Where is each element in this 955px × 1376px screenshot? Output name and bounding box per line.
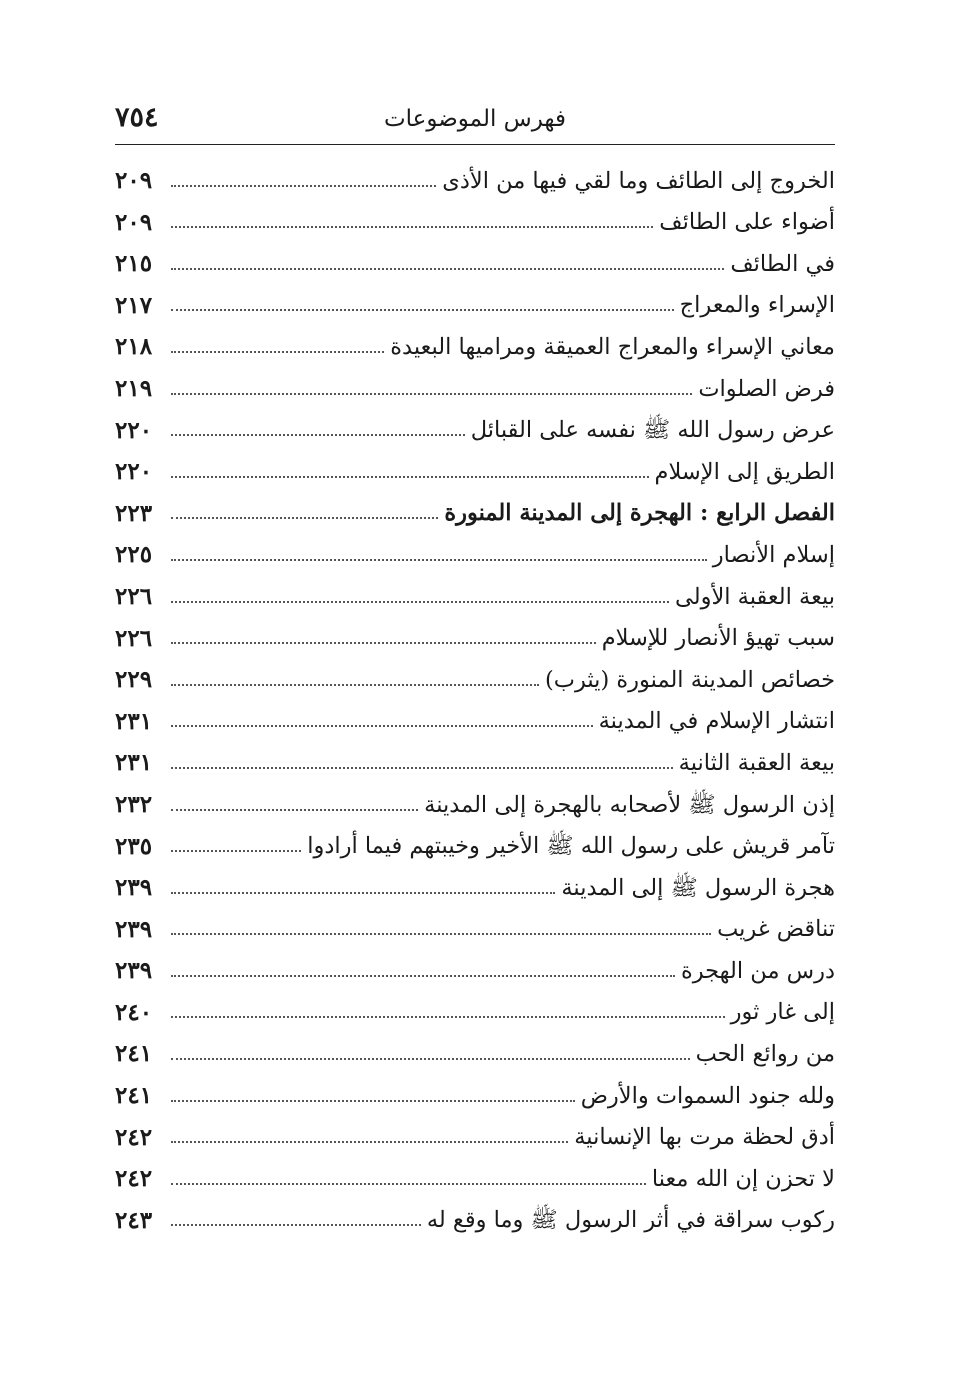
dot-leader [171,393,692,395]
toc-entry [115,777,835,819]
toc-entry [115,319,835,361]
running-title: فهرس الموضوعات [383,106,567,132]
toc-entry [115,1193,835,1235]
toc-entry-page: ٢٢٣ [115,499,153,527]
toc-entry [115,1110,835,1152]
dot-leader [171,1100,575,1102]
dot-leader [171,1141,568,1143]
toc-entry [115,236,835,278]
dot-leader [171,684,539,686]
dot-leader [171,933,711,935]
toc-entry-page: ٢٤٣ [115,1206,153,1234]
dot-leader [171,1183,646,1185]
dot-leader [171,309,674,311]
toc-entry [115,1151,835,1193]
dot-leader [171,1224,421,1226]
toc-entry-page: ٢١٥ [115,250,153,278]
toc-entry [115,1068,835,1110]
toc-entry-title: الإسراء والمعراج [679,292,835,319]
toc-entry-title: أضواء على الطائف [659,209,835,236]
table-of-contents [115,145,835,1234]
toc-entry-page: ٢٣٩ [115,874,153,902]
toc-entry [115,860,835,902]
dot-leader [171,476,649,478]
toc-entry-page: ٢١٩ [115,374,153,402]
toc-entry-title: تناقض غريب [717,916,835,943]
toc-entry-title: خصائص المدينة المنورة (يثرب) [545,666,835,693]
toc-entry-title: انتشار الإسلام في المدينة [598,708,835,735]
toc-entry-title: لا تحزن إن الله معنا [651,1165,835,1192]
toc-entry [115,735,835,777]
toc-entry-page: ٢٢٦ [115,624,153,652]
toc-entry [115,819,835,861]
toc-entry-title: الفصل الرابع : الهجرة إلى المدينة المنورة [444,500,835,527]
dot-leader [171,850,301,852]
toc-entry-page: ٢٠٩ [115,167,153,194]
toc-entry [115,902,835,944]
toc-entry-title: في الطائف [730,250,835,277]
toc-entry-title: تآمر قريش على رسول الله ﷺ الأخير وخيبتهم فيما أرادوا [307,833,835,860]
toc-entry [115,403,835,445]
toc-entry-title: سبب تهيؤ الأنصار للإسلام [601,625,835,652]
toc-entry-title: إذن الرسول ﷺ لأصحابه بالهجرة إلى المدينة [424,791,835,818]
dot-leader [171,1058,690,1060]
toc-entry-page: ٢١٧ [115,291,153,319]
page-number: ٧٥٤ [115,102,159,133]
toc-entry-page: ٢٤١ [115,1040,153,1068]
toc-entry-title: هجرة الرسول ﷺ إلى المدينة [561,874,835,901]
toc-entry-title: فرض الصلوات [698,375,835,402]
toc-entry-title: معاني الإسراء والمعراج العميقة ومراميها البعيدة [390,333,835,360]
toc-entry-title: الطريق إلى الإسلام [654,458,835,485]
dot-leader [171,642,596,644]
toc-entry-page: ٢٣١ [115,707,153,735]
toc-entry [115,569,835,611]
toc-entry-page: ٢٤٠ [115,998,153,1026]
toc-entry-page: ٢٣٥ [115,832,153,860]
toc-entry-title: ركوب سراقة في أثر الرسول ﷺ وما وقع له [426,1207,835,1234]
toc-entry [115,361,835,403]
toc-entry-title: عرض رسول الله ﷺ نفسه على القبائل [470,417,835,444]
toc-entry-title: بيعة العقبة الأولى [674,583,835,610]
toc-entry [115,527,835,569]
toc-entry [115,985,835,1027]
toc-entry-title: من روائع الحب [695,1041,835,1068]
toc-entry-page: ٢٤٢ [115,1123,153,1151]
toc-entry [115,1026,835,1068]
toc-entry-page: ٢٢٩ [115,666,153,694]
page-header [115,96,835,145]
toc-entry-page: ٢٢٠ [115,458,153,486]
toc-entry-page: ٢٣٩ [115,957,153,985]
toc-entry-page: ٢٢٠ [115,416,153,444]
toc-entry-page: ٢٤١ [115,1082,153,1110]
toc-entry-title: إسلام الأنصار [712,541,835,568]
toc-entry-page: ٢٣٢ [115,790,153,818]
toc-entry [115,153,835,195]
toc-chapter-heading [115,486,835,528]
toc-page [115,96,835,1234]
toc-entry-page: ٢٣١ [115,749,153,777]
toc-entry [115,195,835,237]
dot-leader [171,975,675,977]
toc-entry-page: ٢٣٩ [115,915,153,943]
dot-leader [171,351,384,353]
toc-entry [115,652,835,694]
toc-entry [115,694,835,736]
toc-entry [115,444,835,486]
toc-entry-title: درس من الهجرة [680,957,835,984]
toc-entry-page: ٢٤٢ [115,1165,153,1193]
dot-leader [171,434,465,436]
dot-leader [171,809,418,811]
toc-entry-page: ٢٠٩ [115,208,153,236]
toc-entry-title: إلى غار ثور [730,999,835,1026]
dot-leader [171,601,669,603]
dot-leader [171,185,436,187]
dot-leader [171,1016,725,1018]
dot-leader [171,517,438,519]
toc-entry-page: ٢١٨ [115,333,153,361]
dot-leader [171,226,653,228]
dot-leader [171,892,555,894]
toc-entry-title: الخروج إلى الطائف وما لقي فيها من الأذى [442,167,835,194]
toc-entry-title: بيعة العقبة الثانية [678,749,835,776]
dot-leader [171,725,593,727]
toc-entry [115,943,835,985]
dot-leader [171,767,673,769]
toc-entry-title: ولله جنود السموات والأرض [580,1082,835,1109]
dot-leader [171,559,707,561]
toc-entry-page: ٢٢٦ [115,582,153,610]
toc-entry [115,611,835,653]
toc-entry-page: ٢٢٥ [115,541,153,569]
dot-leader [171,268,724,270]
toc-entry [115,278,835,320]
toc-entry-title: أدق لحظة مرت بها الإنسانية [574,1124,835,1151]
